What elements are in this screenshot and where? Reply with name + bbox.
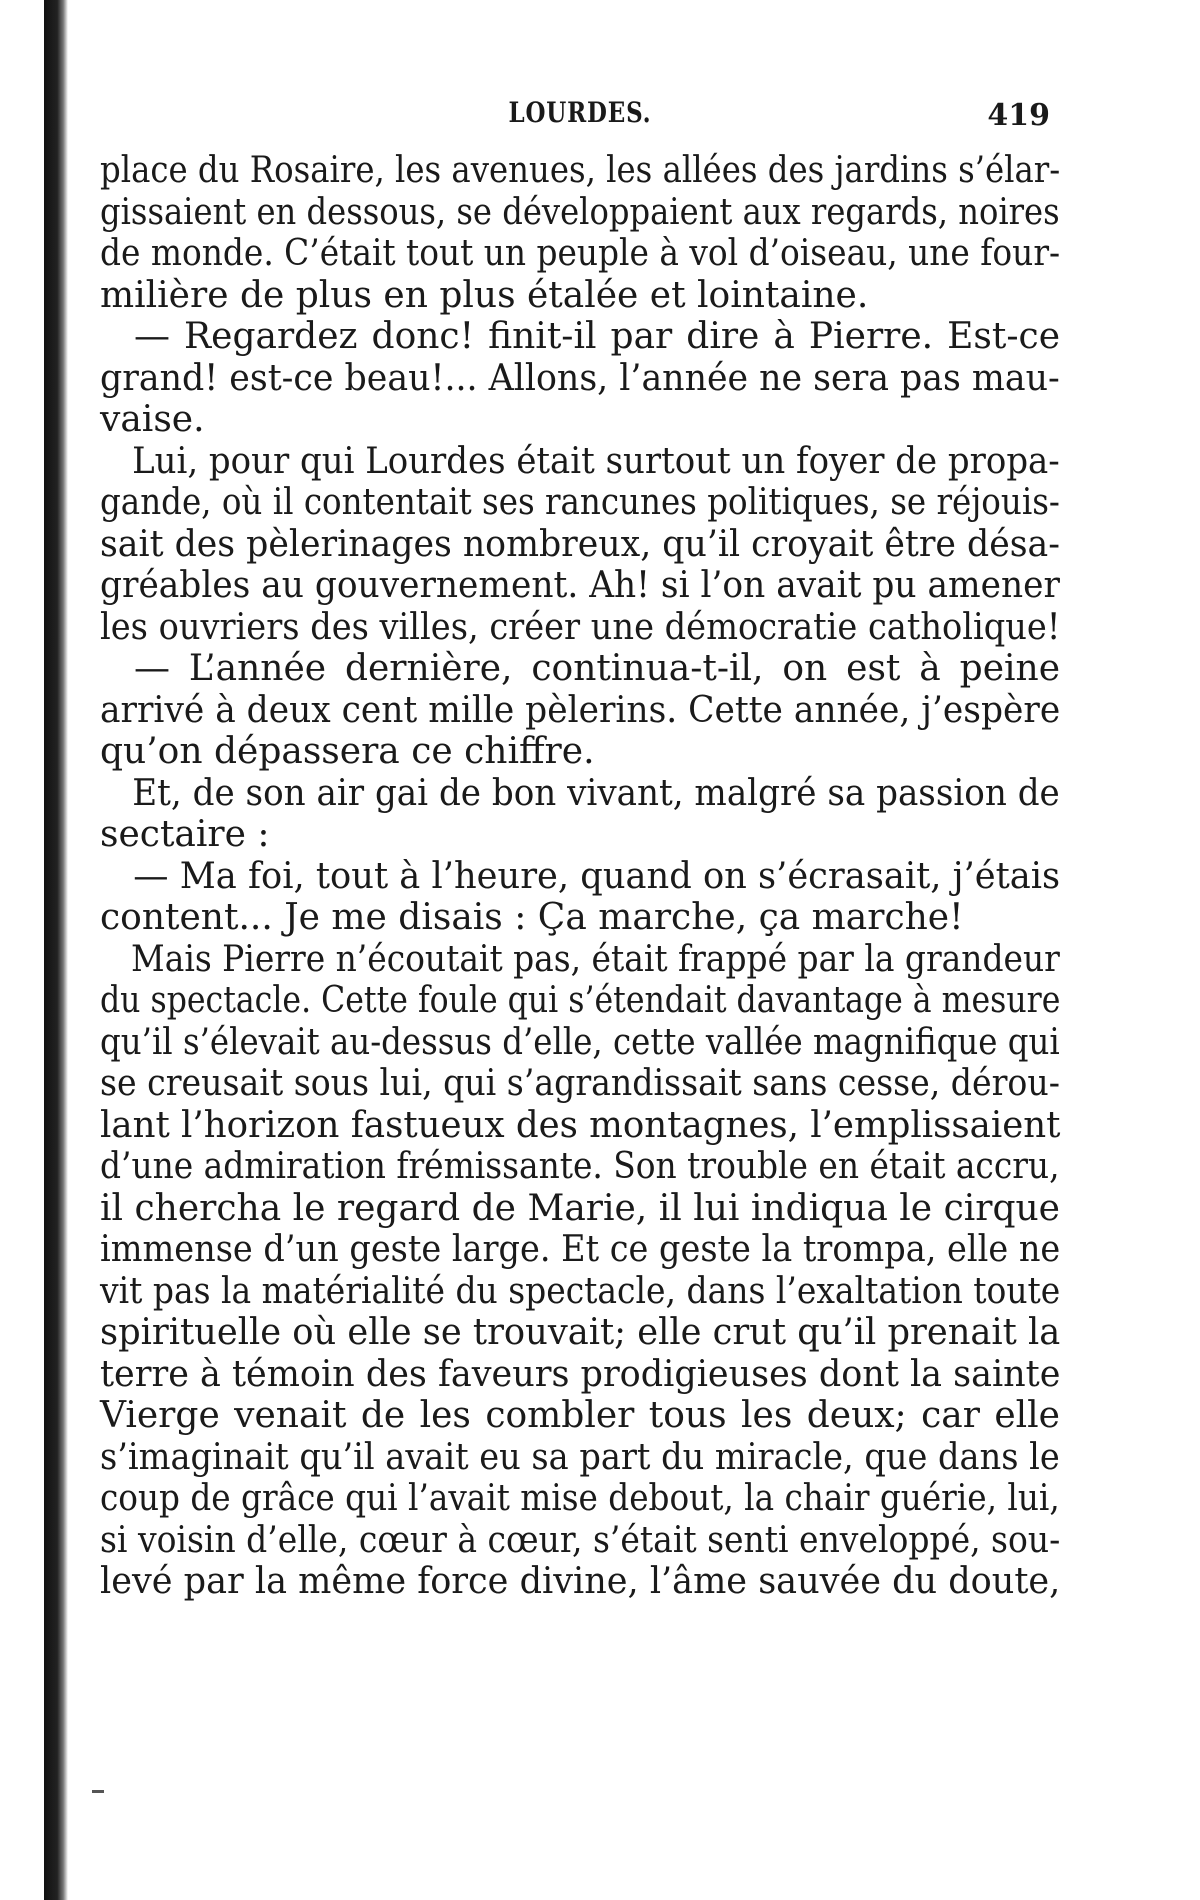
text-line: il chercha le regard de Marie, il lui indiqua le cirque xyxy=(100,1187,1060,1229)
text-line: milière de plus en plus étalée et lointaine. xyxy=(100,274,869,316)
text-line: s’imaginait qu’il avait eu sa part du miracle, que dans le xyxy=(100,1436,1060,1478)
text-line: sait des pèlerinages nombreux, qu’il croyait être désa- xyxy=(100,523,1060,565)
text-line: coup de grâce qui l’avait mise debout, la chair guérie, lui, xyxy=(100,1478,1060,1519)
text-line: se creusait sous lui, qui s’agrandissait sans cesse, dérou- xyxy=(100,1063,1060,1104)
text-line: lant l’horizon fastueux des montagnes, l’emplissaient xyxy=(100,1104,1061,1146)
text-line: arrivé à deux cent mille pèlerins. Cette année, j’espère xyxy=(100,689,1061,731)
book-spine-shadow xyxy=(44,0,68,1900)
scan-mark xyxy=(92,1790,104,1793)
text-line: de monde. C’était tout un peuple à vol d’oiseau, une four- xyxy=(100,233,1061,274)
running-title: LOURDES. xyxy=(508,96,652,129)
page-header xyxy=(100,96,1060,136)
text-line: immense d’un geste large. Et ce geste la trompa, elle ne xyxy=(100,1229,1061,1270)
text-line: sectaire : xyxy=(100,814,270,855)
text-line: qu’il s’élevait au-dessus d’elle, cette vallée magnifique qui xyxy=(100,1021,1060,1063)
text-line: place du Rosaire, les avenues, les allées des jardins s’élar- xyxy=(100,150,1061,191)
text-line: gande, où il contentait ses rancunes politiques, se réjouis- xyxy=(100,482,1060,523)
text-line: Et, de son air gai de bon vivant, malgré sa passion de xyxy=(132,772,1060,814)
text-line: spirituelle où elle se trouvait; elle crut qu’il prenait la xyxy=(100,1312,1061,1353)
text-line: terre à témoin des faveurs prodigieuses dont la sainte xyxy=(100,1353,1061,1395)
text-line: gissaient en dessous, se développaient aux regards, noires xyxy=(100,191,1060,233)
text-line: les ouvriers des villes, créer une démocratie catholique! xyxy=(100,606,1061,648)
text-line: Lui, pour qui Lourdes était surtout un foyer de propa- xyxy=(132,440,1060,482)
text-line: Mais Pierre n’écoutait pas, était frappé par la grandeur xyxy=(131,938,1060,980)
page-number: 419 xyxy=(987,98,1050,133)
text-line: vaise. xyxy=(100,399,205,440)
text-line: levé par la même force divine, l’âme sauvée du doute, xyxy=(100,1561,1061,1602)
text-line: gréables au gouvernement. Ah! si l’on avait pu amener xyxy=(100,565,1060,606)
text-line: grand! est-ce beau!... Allons, l’année ne sera pas mau- xyxy=(100,357,1060,399)
body-text xyxy=(100,150,1060,1603)
text-line: du spectacle. Cette foule qui s’étendait davantage à mesure xyxy=(100,980,1061,1021)
text-line: si voisin d’elle, cœur à cœur, s’était senti enveloppé, sou- xyxy=(100,1519,1061,1561)
text-line: vit pas la matérialité du spectacle, dans l’exaltation toute xyxy=(100,1270,1061,1312)
text-line: qu’on dépassera ce chiffre. xyxy=(100,731,595,772)
text-line: — Ma foi, tout à l’heure, quand on s’écrasait, j’étais xyxy=(133,855,1061,897)
text-line: d’une admiration frémissante. Son trouble en était accru, xyxy=(100,1146,1060,1187)
text-line: — L’année dernière, continua-t-il, on est à peine xyxy=(134,648,1060,689)
text-line: Vierge venait de les combler tous les deux; car elle xyxy=(100,1395,1060,1436)
text-line: — Regardez donc! finit-il par dire à Pierre. Est-ce xyxy=(134,316,1060,357)
text-line: content... Je me disais : Ça marche, ça marche! xyxy=(100,897,964,938)
